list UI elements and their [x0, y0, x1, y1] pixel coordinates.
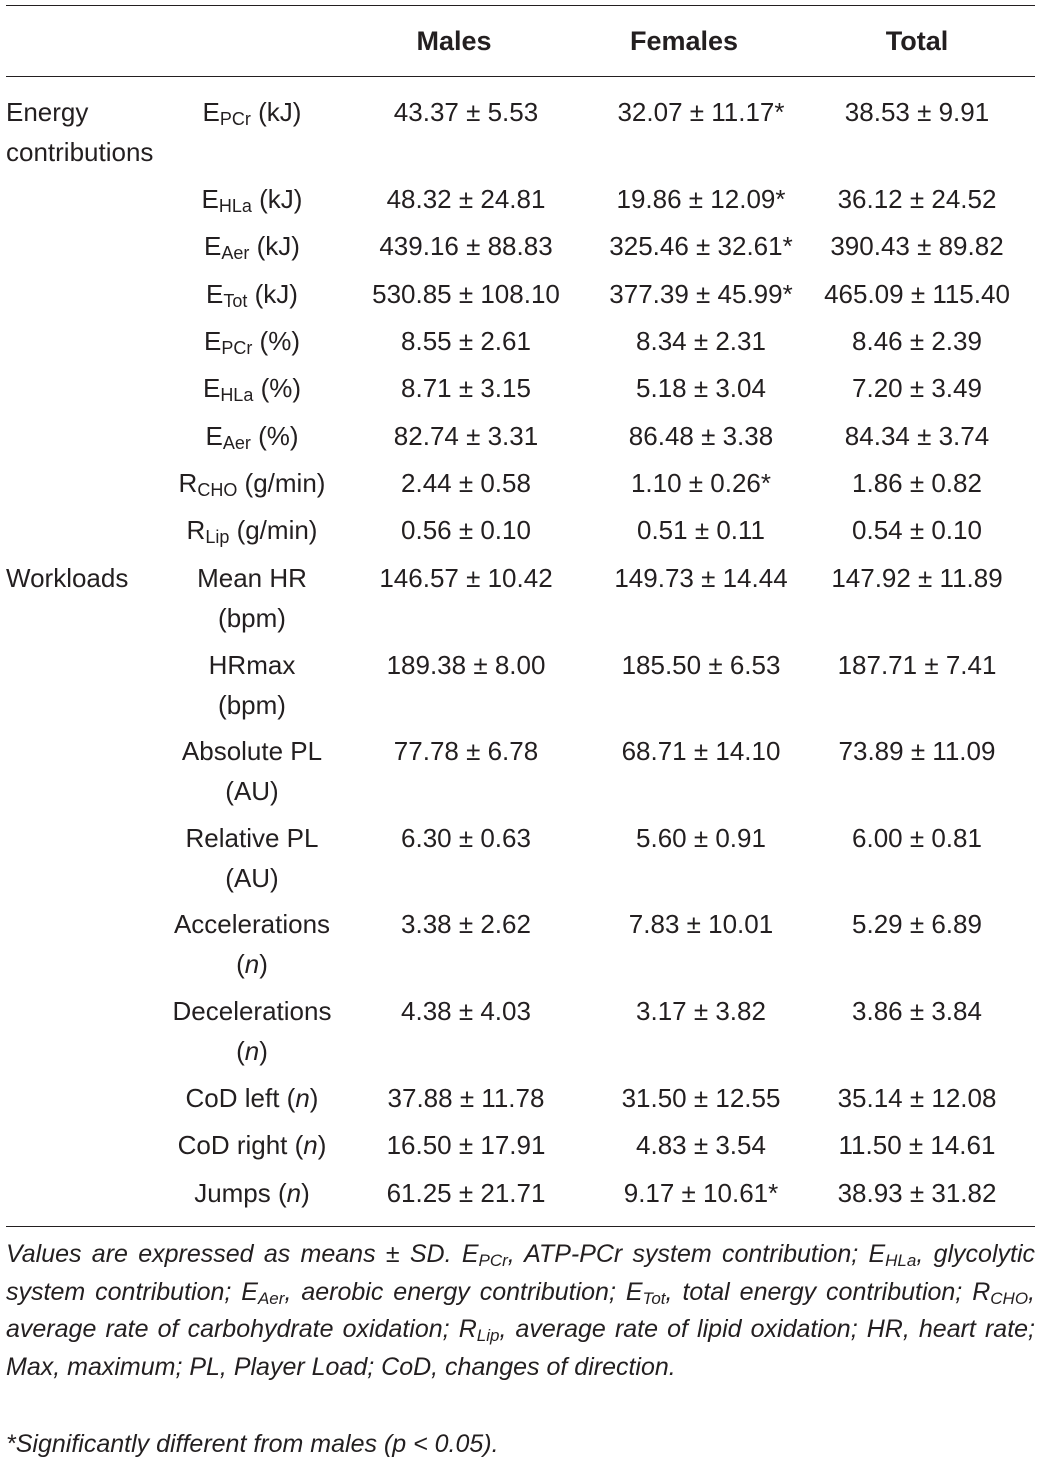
cell-males: 16.50 ± 17.91	[386, 1130, 546, 1160]
cell-females: 9.17 ± 10.61*	[623, 1178, 779, 1208]
cell-total: 38.93 ± 31.82	[837, 1178, 997, 1208]
cell-total: 187.71 ± 7.41	[837, 650, 997, 680]
cell-females: 185.50 ± 6.53	[621, 650, 781, 680]
header-females: Females	[629, 26, 739, 56]
cell-females: 5.18 ± 3.04	[636, 373, 766, 403]
cell-total: 8.46 ± 2.39	[852, 326, 982, 356]
cell-females: 19.86 ± 12.09*	[616, 184, 786, 214]
cell-total: 6.00 ± 0.81	[852, 823, 982, 853]
cell-total: 73.89 ± 11.09	[838, 736, 996, 766]
cell-males: 43.37 ± 5.53	[393, 97, 539, 127]
row-parameter-label: HRmax (bpm)	[208, 650, 296, 720]
cell-females: 4.83 ± 3.54	[636, 1130, 766, 1160]
row-parameter-label: Decelerations (n)	[172, 996, 332, 1066]
cell-males: 82.74 ± 3.31	[393, 421, 539, 451]
row-parameter-label: Mean HR (bpm)	[197, 563, 307, 633]
cell-males: 3.38 ± 2.62	[401, 909, 531, 939]
cell-males: 530.85 ± 108.10	[372, 279, 560, 309]
cell-females: 86.48 ± 3.38	[628, 421, 774, 451]
row-parameter-label: $E_{Aer}$ (%)	[205, 421, 299, 453]
table-footnote: Values are expressed as means ± SD. $E_{PCr}$, ATP-PCr system contribution; $E_{HLa}$, glycolytic system contribution; $E_{Aer}$, aerobic energy contribution; $E_{Tot}$, total energy contribution; $R_{CHO}$, average rate of carbohydrate oxidation; $R_{Lip}$, average rate of lipid oxidation; HR, heart rate; Max, maximum; PL, Player Load; CoD, changes of direction.	[6, 1240, 1036, 1381]
row-parameter-label: CoD right (n)	[177, 1130, 327, 1160]
row-parameter-label: Absolute PL (AU)	[181, 736, 323, 806]
cell-total: 390.43 ± 89.82	[830, 231, 1004, 261]
cell-females: 68.71 ± 14.10	[621, 736, 781, 766]
cell-total: 147.92 ± 11.89	[831, 563, 1003, 593]
row-parameter-label: CoD left (n)	[185, 1083, 319, 1113]
cell-females: 377.39 ± 45.99*	[609, 279, 793, 309]
cell-females: 31.50 ± 12.55	[621, 1083, 781, 1113]
row-parameter-label: $E_{PCr}$ (kJ)	[202, 97, 302, 129]
row-parameter-label: $E_{HLa}$ (kJ)	[201, 184, 303, 216]
cell-total: 35.14 ± 12.08	[837, 1083, 997, 1113]
cell-females: 149.73 ± 14.44	[614, 563, 788, 593]
row-parameter-label: $E_{HLa}$ (%)	[202, 373, 302, 405]
cell-females: 32.07 ± 11.17*	[617, 97, 785, 127]
table-bottom-rule	[6, 1226, 1035, 1227]
cell-males: 48.32 ± 24.81	[386, 184, 546, 214]
cell-males: 6.30 ± 0.63	[401, 823, 531, 853]
row-parameter-label: $R_{CHO}$ (g/min)	[178, 468, 326, 500]
cell-total: 7.20 ± 3.49	[852, 373, 982, 403]
table-top-rule	[6, 5, 1035, 6]
row-parameter-label: $R_{Lip}$ (g/min)	[186, 515, 318, 547]
cell-females: 0.51 ± 0.11	[637, 515, 765, 545]
cell-females: 3.17 ± 3.82	[636, 996, 766, 1026]
group-workloads: Workloads	[6, 563, 129, 593]
row-parameter-label: Accelerations (n)	[173, 909, 331, 979]
cell-males: 2.44 ± 0.58	[401, 468, 531, 498]
header-total: Total	[885, 26, 949, 56]
cell-total: 11.50 ± 14.61	[838, 1130, 996, 1160]
cell-males: 0.56 ± 0.10	[401, 515, 531, 545]
cell-total: 465.09 ± 115.40	[824, 279, 1010, 309]
header-males: Males	[416, 26, 492, 56]
cell-females: 1.10 ± 0.26*	[630, 468, 772, 498]
cell-males: 189.38 ± 8.00	[386, 650, 546, 680]
header-rule	[6, 76, 1035, 77]
row-parameter-label: $E_{Aer}$ (kJ)	[204, 231, 300, 263]
cell-males: 4.38 ± 4.03	[401, 996, 531, 1026]
cell-males: 61.25 ± 21.71	[386, 1178, 546, 1208]
cell-total: 38.53 ± 9.91	[844, 97, 990, 127]
cell-females: 8.34 ± 2.31	[636, 326, 766, 356]
row-parameter-label: Jumps (n)	[194, 1178, 310, 1208]
cell-total: 3.86 ± 3.84	[852, 996, 982, 1026]
cell-males: 8.71 ± 3.15	[401, 373, 531, 403]
cell-males: 77.78 ± 6.78	[393, 736, 539, 766]
cell-males: 146.57 ± 10.42	[379, 563, 553, 593]
cell-total: 1.86 ± 0.82	[852, 468, 982, 498]
row-parameter-label: $E_{Tot}$ (kJ)	[206, 279, 298, 311]
cell-total: 84.34 ± 3.74	[844, 421, 990, 451]
row-parameter-label: Relative PL (AU)	[185, 823, 319, 893]
group-energy-contributions: Energy contributions	[6, 97, 154, 167]
cell-females: 325.46 ± 32.61*	[609, 231, 793, 261]
cell-males: 439.16 ± 88.83	[379, 231, 553, 261]
cell-total: 5.29 ± 6.89	[852, 909, 982, 939]
cell-females: 7.83 ± 10.01	[628, 909, 774, 939]
row-parameter-label: $E_{PCr}$ (%)	[203, 326, 300, 358]
cell-males: 37.88 ± 11.78	[387, 1083, 545, 1113]
cell-total: 0.54 ± 0.10	[852, 515, 982, 545]
cell-total: 36.12 ± 24.52	[837, 184, 997, 214]
cell-males: 8.55 ± 2.61	[401, 326, 531, 356]
cell-females: 5.60 ± 0.91	[636, 823, 766, 853]
significance-note: *Significantly different from males (p < 0.05).	[6, 1430, 499, 1458]
